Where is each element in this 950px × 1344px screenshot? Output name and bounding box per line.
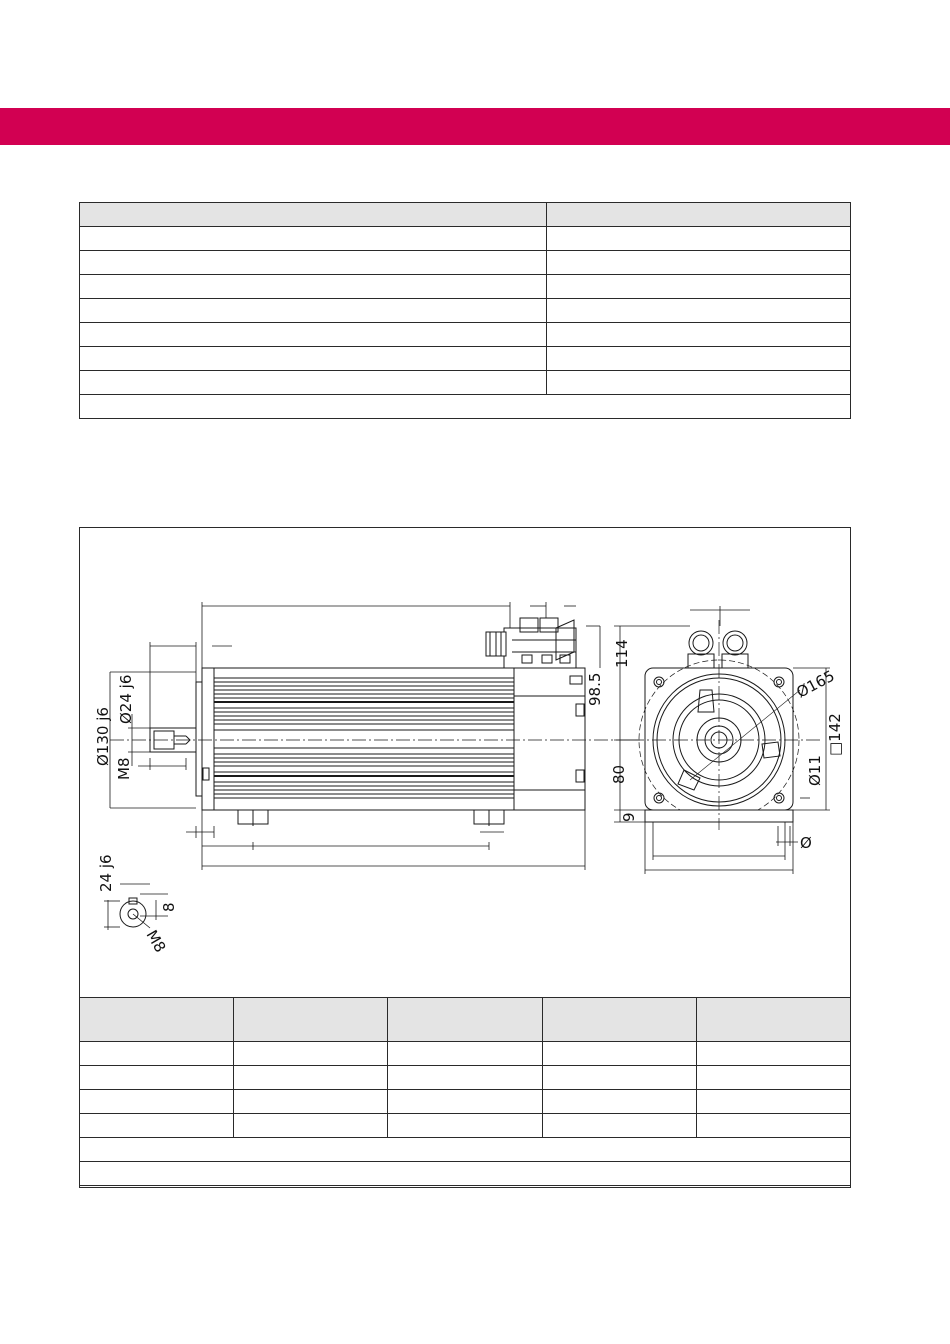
label-height-connector: 98.5: [586, 672, 604, 706]
table-row: [80, 1042, 851, 1066]
table-footnote-row: [80, 1162, 851, 1186]
dimension-table: [79, 997, 851, 1186]
label-shaft-fit: Ø24 j6: [117, 674, 135, 724]
label-foot-hole: Ø: [800, 834, 812, 852]
label-detail-thread: M8: [142, 927, 170, 956]
table-row: [80, 1090, 851, 1114]
side-view: [110, 618, 630, 826]
label-foot-height: 9: [620, 812, 638, 822]
table-row: [80, 1114, 851, 1138]
table-header-row: [80, 998, 851, 1042]
label-detail-key: 8: [160, 902, 178, 912]
table-row: [80, 1066, 851, 1090]
label-thread: M8: [115, 757, 133, 780]
label-hole-dia: Ø11: [806, 755, 824, 786]
label-flange-square: □142: [826, 713, 844, 756]
label-detail-shaft: 24 j6: [97, 854, 115, 892]
label-pitch-circle: Ø165: [793, 666, 838, 702]
label-spigot-fit: Ø130 j6: [94, 707, 112, 766]
table-footnote-row: [80, 1138, 851, 1162]
label-height-top: 114: [613, 639, 631, 668]
label-shaft-height: 80: [610, 764, 628, 784]
front-view: [630, 606, 820, 830]
